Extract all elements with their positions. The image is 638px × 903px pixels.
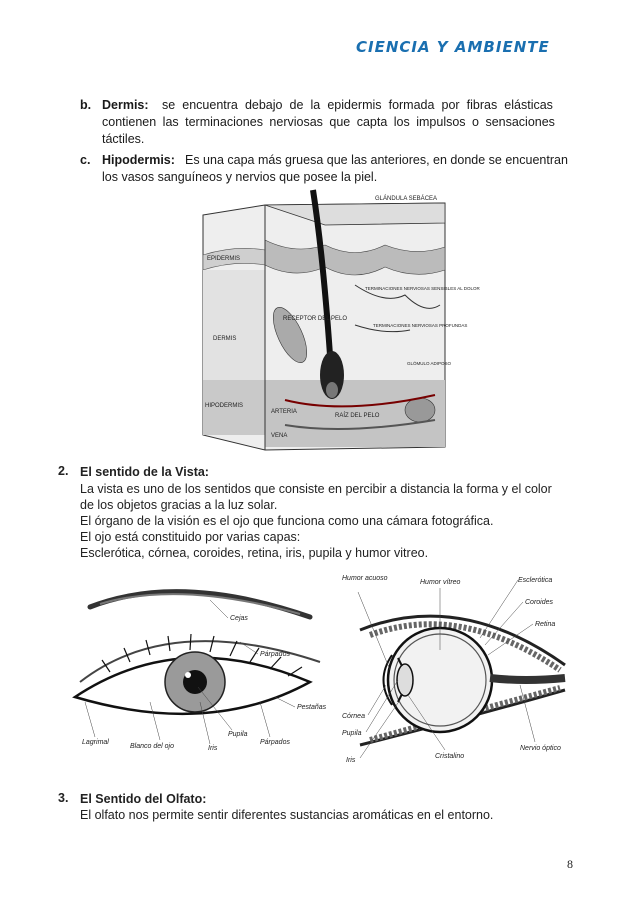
- list-marker: c.: [80, 153, 91, 167]
- section-number: 2.: [58, 464, 69, 478]
- label-raiz: RAÍZ DEL PELO: [335, 413, 380, 419]
- label-receptor: RECEPTOR DEL PELO: [283, 316, 348, 322]
- vista-line-4: El ojo está constituido por varias capas:: [80, 530, 301, 544]
- vista-line-3: El órgano de la visión es el ojo que funciona como una cámara fotográfica.: [80, 514, 494, 528]
- label-nervio: Nervio óptico: [520, 745, 561, 752]
- label-cristalino: Cristalino: [435, 753, 465, 760]
- label-term-prof: TERMINACIONES NERVIOSAS PROFUNDAS: [373, 323, 468, 328]
- label-esclerotica: Esclerótica: [518, 577, 553, 584]
- label-parpados-bottom: Párpados: [260, 739, 290, 746]
- section-number: 3.: [58, 791, 69, 805]
- section-title-vista: El sentido de la Vista:: [80, 465, 209, 479]
- eye-external-diagram: [60, 572, 345, 762]
- label-gland: GLÁNDULA SEBÁCEA: [375, 196, 438, 202]
- hipodermis-line-2: los vasos sanguíneos y nervios que posee la piel.: [102, 170, 378, 184]
- label-glomulo: GLÓMULO ADIPOSO: [407, 361, 452, 366]
- dermis-line-2: contienen las terminaciones nerviosas que capta los impulsos o sensaciones: [102, 115, 555, 129]
- list-item-hipodermis: [80, 152, 590, 188]
- eye-section-diagram: [340, 570, 572, 770]
- label-lagrimal: Lagrimal: [82, 739, 109, 746]
- label-arteria: ARTERIA: [271, 409, 297, 415]
- label-pupila: Pupila: [342, 730, 362, 737]
- term-hipodermis: Hipodermis:: [102, 153, 175, 167]
- dermis-line-1: se encuentra debajo de la epidermis formada por fibras elásticas: [162, 98, 553, 112]
- label-parpados-top: Párpados: [260, 651, 290, 658]
- skin-diagram: [195, 185, 480, 455]
- dermis-line-3: táctiles.: [102, 132, 145, 146]
- label-iris: Iris: [346, 757, 356, 764]
- vista-line-2: de los objetos gracias a la luz solar.: [80, 498, 278, 512]
- label-vena: VENA: [271, 433, 288, 439]
- label-pupila: Pupila: [228, 731, 248, 738]
- label-dermis: DERMIS: [213, 336, 237, 342]
- label-coroides: Coroides: [525, 599, 554, 606]
- label-cornea: Córnea: [342, 713, 365, 720]
- page-header: CIENCIA Y AMBIENTE: [356, 38, 550, 56]
- label-retina: Retina: [535, 621, 556, 628]
- page-number: 8: [567, 857, 573, 871]
- list-marker: b.: [80, 98, 92, 112]
- label-cejas: Cejas: [230, 615, 248, 622]
- olfato-line-1: El olfato nos permite sentir diferentes sustancias aromáticas en el entorno.: [80, 808, 494, 822]
- label-humor-acuoso: Humor acuoso: [342, 575, 388, 582]
- label-epidermis: EPIDERMIS: [207, 256, 241, 262]
- label-pestanas: Pestañas: [297, 704, 327, 711]
- hipodermis-line-1: Es una capa más gruesa que las anteriores, en donde se encuentran: [185, 153, 568, 167]
- vista-line-5: Esclerótica, córnea, coroides, retina, iris, pupila y humor vitreo.: [80, 546, 429, 560]
- list-item-dermis: [80, 97, 580, 147]
- label-term-sens: TERMINACIONES NERVIOSAS SENSIBLES AL DOLOR: [365, 286, 480, 291]
- term-dermis: Dermis:: [102, 98, 149, 112]
- label-hipodermis: HIPODERMIS: [205, 403, 244, 409]
- section-title-olfato: El Sentido del Olfato:: [80, 792, 207, 806]
- label-blanco: Blanco del ojo: [130, 743, 174, 750]
- label-humor-vitreo: Humor vítreo: [420, 579, 461, 586]
- vista-line-1: La vista es uno de los sentidos que consiste en percibir a distancia la forma y el color: [80, 482, 552, 496]
- label-iris: Iris: [208, 745, 218, 752]
